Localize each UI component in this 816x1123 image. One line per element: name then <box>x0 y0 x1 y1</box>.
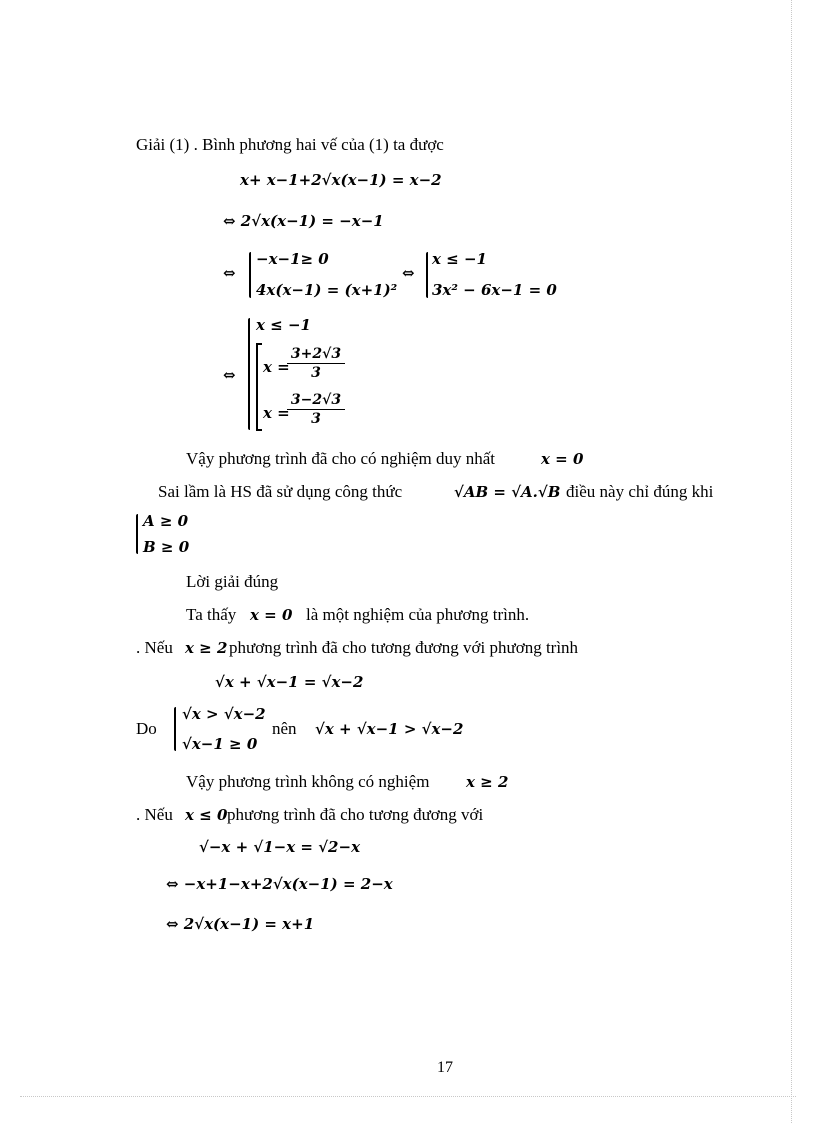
equivalence-symbol: ⇔ <box>223 366 236 384</box>
equation: x+ x−1+2√x(x−1) = x−2 <box>240 171 442 189</box>
equation: √−x + √1−x = √2−x <box>199 838 361 856</box>
equation: √x−1 ≥ 0 <box>182 735 258 753</box>
union-bracket <box>256 343 258 431</box>
text-line: . Nếu <box>136 805 173 824</box>
text-line: nên <box>272 719 297 738</box>
equation: √x > √x−2 <box>182 705 266 723</box>
text-line: Do <box>136 719 157 738</box>
text-line: điều này chỉ đúng khi <box>566 482 714 501</box>
equation: ⇔ 2√x(x−1) = −x−1 <box>223 212 384 230</box>
text-line: Ta thấy <box>186 605 237 624</box>
equivalence-symbol: ⇔ <box>223 264 236 282</box>
page-number: 17 <box>437 1059 453 1076</box>
equation: x ≥ 2 <box>466 773 509 791</box>
equation: x = <box>263 358 290 376</box>
equation: ⇔ 2√x(x−1) = x+1 <box>166 915 315 933</box>
page-right-border <box>791 0 792 1123</box>
text-line: Lời giải đúng <box>186 572 279 591</box>
equation: x = <box>263 404 290 422</box>
equation: A ≥ 0 <box>143 512 189 530</box>
equivalence-symbol: ⇔ <box>402 264 415 282</box>
fraction <box>287 391 345 428</box>
union-bracket-top <box>256 343 262 345</box>
equation: x ≤ −1 <box>432 250 487 268</box>
equation: 3x² − 6x−1 = 0 <box>432 281 557 299</box>
text-line: là một nghiệm của phương trình. <box>306 605 530 624</box>
text-line: phương trình đã cho tương đương với phương trình <box>229 638 579 657</box>
text-line: Giải (1) . Bình phương hai vế của (1) ta được <box>136 135 444 154</box>
fraction-numerator: 3+2√3 <box>290 346 342 362</box>
text-line: Vậy phương trình đã cho có nghiệm duy nhất <box>186 449 496 468</box>
equation: 4x(x−1) = (x+1)² <box>256 281 398 299</box>
fraction-numerator: 3−2√3 <box>290 392 342 408</box>
equation: √AB = √A.√B <box>454 483 561 501</box>
system-brace <box>426 252 428 298</box>
equation: x ≤ −1 <box>256 316 311 334</box>
fraction <box>287 345 345 382</box>
equation: √x + √x−1 > √x−2 <box>315 720 464 738</box>
equation: √x + √x−1 = √x−2 <box>215 673 364 691</box>
text-line: Sai lầm là HS đã sử dụng công thức <box>158 482 403 501</box>
text-line: Vậy phương trình không có nghiệm <box>186 772 430 791</box>
equation: x = 0 <box>541 450 584 468</box>
equation: x = 0 <box>250 606 293 624</box>
system-brace <box>174 707 176 751</box>
fraction-denominator: 3 <box>287 409 345 428</box>
union-bracket-bottom <box>256 429 262 431</box>
page-bottom-border <box>20 1096 796 1097</box>
text-line: . Nếu <box>136 638 173 657</box>
equation: x ≥ 2 <box>185 639 228 657</box>
equation: x ≤ 0 <box>185 806 228 824</box>
system-brace <box>136 514 138 554</box>
fraction-denominator: 3 <box>287 363 345 382</box>
system-brace <box>248 318 250 430</box>
equation: −x−1≥ 0 <box>256 250 329 268</box>
text-line: phương trình đã cho tương đương với <box>227 805 484 824</box>
equation: B ≥ 0 <box>143 538 190 556</box>
system-brace <box>249 252 251 298</box>
equation: ⇔ −x+1−x+2√x(x−1) = 2−x <box>166 875 393 893</box>
